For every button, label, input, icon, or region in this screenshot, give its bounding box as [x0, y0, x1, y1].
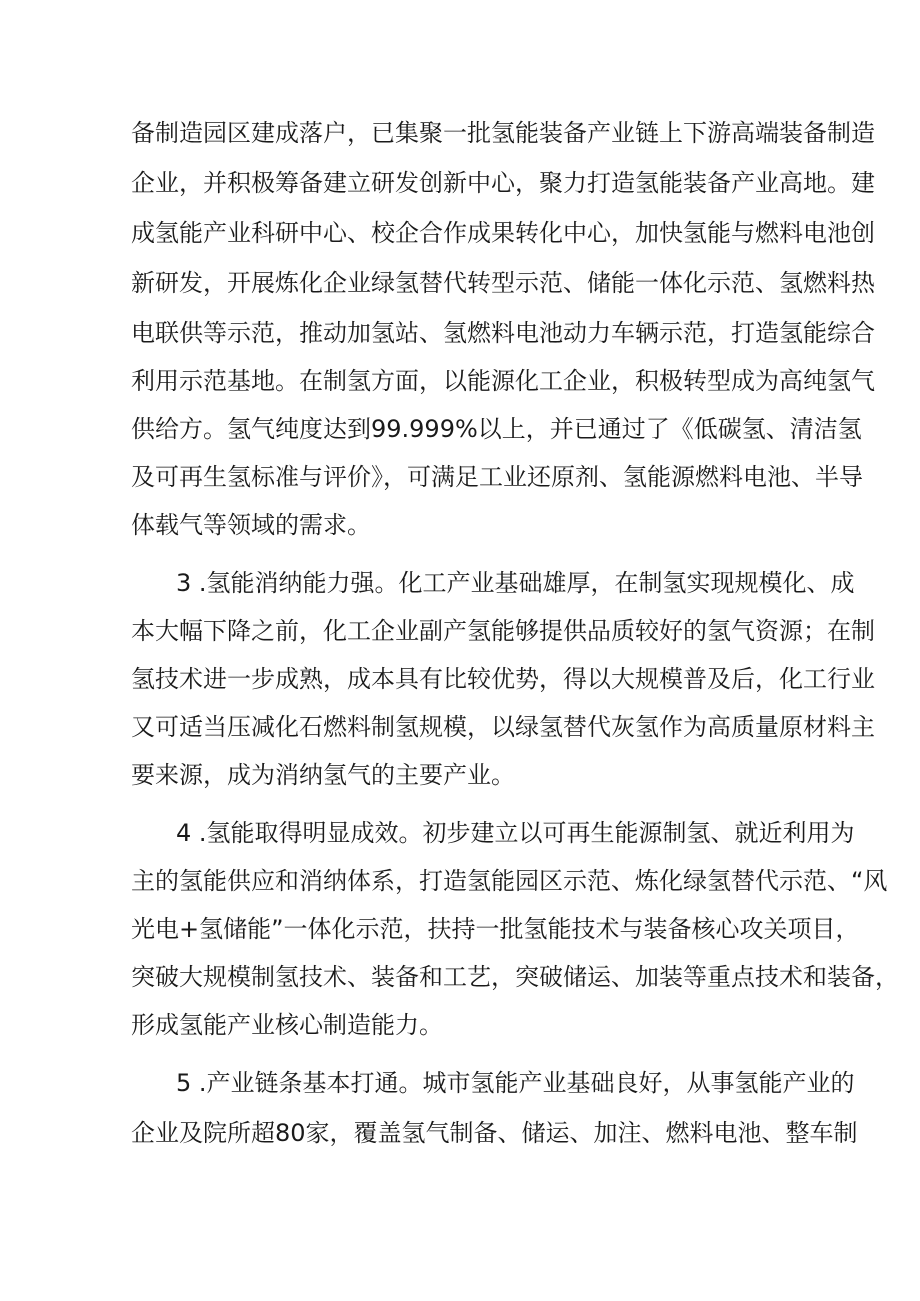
paragraph-4-line-1: 5 .产业链条基本打通。城市氢能产业基础良好，从事氢能产业的	[176, 1069, 855, 1097]
paragraph-3-line-2: 主的氢能供应和消纳体系，打造氢能园区示范、炼化绿氢替代示范、“风	[131, 867, 888, 895]
paragraph-2-line-1: 3 .氢能消纳能力强。化工产业基础雄厚，在制氢实现规模化、成	[176, 569, 855, 597]
paragraph-1-line-3: 成氢能产业科研中心、校企合作成果转化中心，加快氢能与燃料电池创	[131, 219, 875, 247]
paragraph-1-line-6: 利用示范基地。在制氢方面，以能源化工企业，积极转型成为高纯氢气	[131, 367, 875, 395]
paragraph-4-line-2: 企业及院所超80家，覆盖氢气制备、储运、加注、燃料电池、整车制	[131, 1119, 858, 1147]
paragraph-2-line-3: 氢技术进一步成熟，成本具有比较优势，得以大规模普及后，化工行业	[131, 665, 875, 693]
paragraph-2-line-5: 要来源，成为消纳氢气的主要产业。	[131, 761, 515, 789]
paragraph-3-line-5: 形成氢能产业核心制造能力。	[131, 1011, 443, 1039]
paragraph-3-line-4: 突破大规模制氢技术、装备和工艺，突破储运、加装等重点技术和装备，	[131, 963, 899, 991]
paragraph-1-line-8: 及可再生氢标准与评价》，可满足工业还原剂、氢能源燃料电池、半导	[131, 463, 863, 491]
paragraph-1-line-2: 企业，并积极筹备建立研发创新中心，聚力打造氢能装备产业高地。建	[131, 169, 875, 197]
paragraph-2-line-4: 又可适当压减化石燃料制氢规模，以绿氢替代灰氢作为高质量原材料主	[131, 713, 875, 741]
paragraph-3-line-1: 4 .氢能取得明显成效。初步建立以可再生能源制氢、就近利用为	[176, 819, 855, 847]
paragraph-1-line-5: 电联供等示范，推动加氢站、氢燃料电池动力车辆示范，打造氢能综合	[131, 319, 875, 347]
paragraph-1-line-9: 体载气等领域的需求。	[131, 511, 371, 539]
paragraph-1-line-7: 供给方。氢气纯度达到99.999%以上，并已通过了《低碳氢、清洁氢	[131, 415, 862, 443]
paragraph-1-line-4: 新研发，开展炼化企业绿氢替代转型示范、储能一体化示范、氢燃料热	[131, 269, 875, 297]
paragraph-1-line-1: 备制造园区建成落户，已集聚一批氢能装备产业链上下游高端装备制造	[131, 119, 875, 147]
paragraph-3-line-3: 光电+氢储能”一体化示范，扶持一批氢能技术与装备核心攻关项目，	[131, 915, 860, 943]
paragraph-2-line-2: 本大幅下降之前，化工企业副产氢能够提供品质较好的氢气资源；在制	[131, 617, 875, 645]
